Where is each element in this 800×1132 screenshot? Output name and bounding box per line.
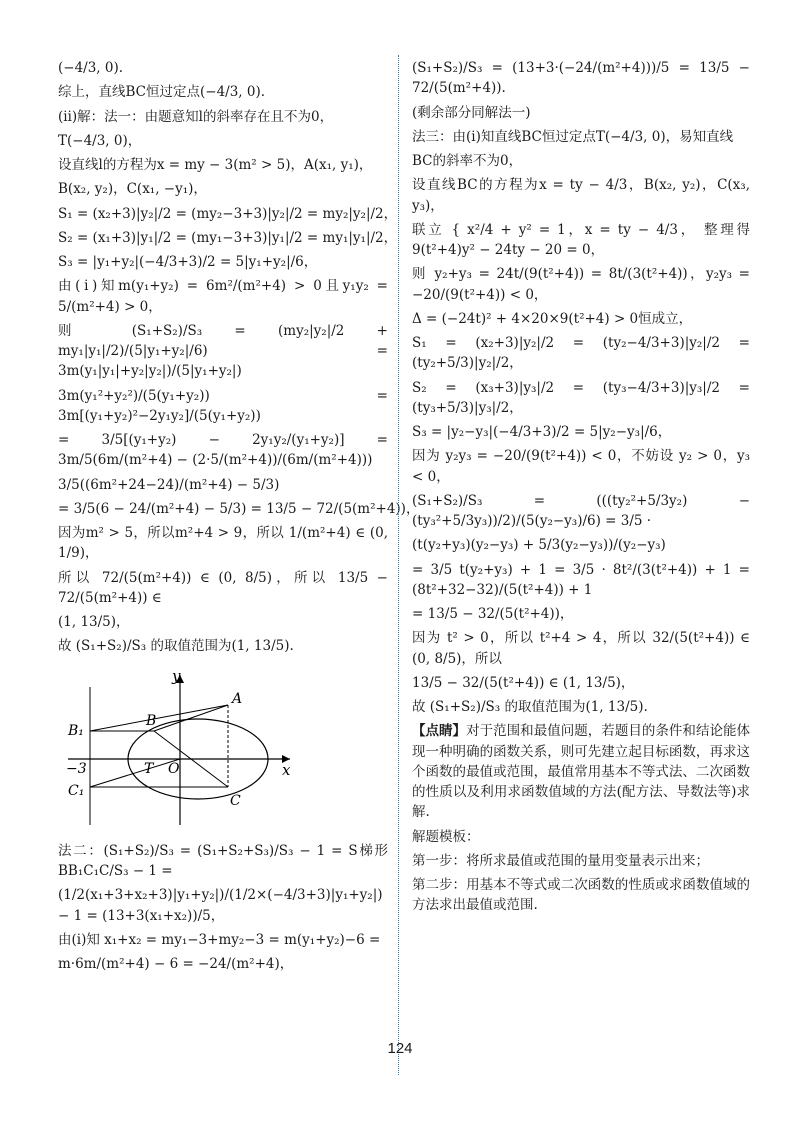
- text-line: 所以 72/(5(m²+4)) ∈ (0, 8/5)，所以 13/5 − 72/(5(m²+4)) ∈: [58, 569, 388, 606]
- formula-line: Δ = (−24t)² + 4×20×9(t²+4) > 0恒成立，: [412, 310, 693, 327]
- label-c: C: [230, 792, 241, 809]
- formula-line: 则 (S₁+S₂)/S₃ = (my₂|y₂|/2 + my₁|y₁|/2)/(5|y₁+y₂|/6) = 3m(y₁|y₁|+y₂|y₂|)/(5|y₁+y₂|): [58, 322, 388, 380]
- text-line: 由(ⅰ)知m(y₁+y₂) = 6m²/(m²+4) > 0且y₁y₂ = 5/(m²+4) > 0，: [58, 278, 388, 315]
- left-column: [58, 58, 420, 978]
- right-column: [412, 58, 750, 920]
- template-step-1: 第一步：将所求最值或范围的量用变量表示出来；: [412, 852, 709, 869]
- text-line: 法三：由(ⅰ)知直线BC恒过定点T(−4/3, 0)，易知直线: [412, 128, 734, 145]
- formula-line: S₂ = (x₁+3)|y₁|/2 = (my₁−3+3)|y₁|/2 = my₁|y₁|/2，: [58, 229, 398, 246]
- formula-line: 则 y₂+y₃ = 24t/(9(t²+4)) = 8t/(3(t²+4))，y₂y₃ = −20/(9(t²+4)) < 0，: [412, 266, 750, 303]
- label-o: O: [168, 760, 180, 777]
- text-line: 设直线l的方程为x = my − 3(m² > 5)，A(x₁, y₁)，: [58, 157, 373, 173]
- text-line: 设直线BC的方程为x = ty − 4/3，B(x₂, y₂)，C(x₃, y₃)，: [412, 177, 750, 214]
- column-divider: [398, 55, 399, 1075]
- text-line: BC的斜率不为0，: [412, 153, 523, 169]
- text-line: 故 (S₁+S₂)/S₃ 的取值范围为(1, 13/5).: [412, 699, 648, 715]
- formula-line: 联立 { x²/4 + y² = 1，x = ty − 4/3， 整理得 9(t²+4)y² − 24ty − 20 = 0，: [412, 221, 750, 258]
- ellipse-diagram: [58, 667, 298, 827]
- text-line: (剩余部分同解法一): [412, 104, 531, 121]
- formula-line: (t(y₂+y₃)(y₂−y₃) + 5/3(y₂−y₃))/(y₂−y₃): [412, 537, 666, 554]
- formula-line: = 13/5 − 32/(5(t²+4))，: [412, 606, 574, 622]
- text-line: T(−4/3, 0)，: [58, 132, 142, 149]
- page-number: 124: [387, 1040, 413, 1057]
- formula-line: = 3/5[(y₁+y₂) − 2y₁y₂/(y₁+y₂)] = 3m/5(6m/(m²+4) − (2·5/(m²+4))/(6m/(m²+4))): [58, 432, 388, 469]
- line-c1t: [90, 759, 180, 787]
- text-line: B(x₂, y₂)，C(x₁, −y₁)，: [58, 181, 207, 198]
- line-ba: [154, 705, 228, 731]
- text-line: 因为m² > 5，所以m²+4 > 9，所以 1/(m²+4) ∈ (0, 1/9)，: [58, 525, 388, 562]
- formula-line: 由(ⅰ)知 x₁+x₂ = my₁−3+my₂−3 = m(y₁+y₂)−6 =: [58, 931, 381, 948]
- formula-line: 13/5 − 32/(5(t²+4)) ∈ (1, 13/5)，: [412, 674, 635, 691]
- template-title: 解题模板：: [412, 828, 480, 845]
- formula-line: S₁ = (x₂+3)|y₂|/2 = (my₂−3+3)|y₂|/2 = my₂|y₂|/2，: [58, 205, 398, 222]
- text-line: 因为 y₂y₃ = −20/(9(t²+4)) < 0，不妨设 y₂ > 0，y₃ < 0，: [412, 448, 750, 485]
- template-step-2: 第二步：用基本不等式或二次函数的性质或求函数值域的方法求出最值或范围.: [412, 877, 750, 914]
- text-line: (1, 13/5)，: [58, 614, 130, 630]
- dianjing-paragraph: [412, 721, 750, 822]
- formula-line: S₁ = (x₂+3)|y₂|/2 = (ty₂−4/3+3)|y₂|/2 = (ty₂+5/3)|y₂|/2，: [412, 335, 750, 372]
- label-b1: B₁: [68, 722, 84, 739]
- label-neg3: −3: [66, 760, 87, 777]
- formula-line: (1/2(x₁+3+x₂+3)|y₁+y₂|)/(1/2×(−4/3+3)|y₁+y₂|) − 1 = (13+3(x₁+x₂))/5，: [58, 887, 383, 924]
- dianjing-text: 对于范围和最值问题，若题目的条件和结论能体现一种明确的函数关系，则可先建立起目标函数，再求这个函数的最值或范围，最值常用基本不等式法、二次函数的性质以及利用求函数值域的方法(配方法、导数法等)求解.: [412, 723, 751, 821]
- formula-line: 3m(y₁²+y₂²)/(5(y₁+y₂)) = 3m[(y₁+y₂)²−2y₁y₂]/(5(y₁+y₂)): [58, 387, 388, 424]
- text-line: 故 (S₁+S₂)/S₃ 的取值范围为(1, 13/5).: [58, 638, 294, 655]
- text-line: (ⅱ)解：法一：由题意知l的斜率存在且不为0，: [58, 108, 334, 125]
- label-b: B: [146, 712, 157, 729]
- ellipse-figure: [58, 667, 388, 833]
- label-y: y: [172, 666, 181, 685]
- formula-line: (S₁+S₂)/S₃ = (13+3·(−24/(m²+4)))/5 = 13/5 − 72/(5(m²+4)).: [412, 60, 750, 97]
- text-line: 因为 t² > 0，所以 t²+4 > 4，所以 32/(5(t²+4)) ∈ (0, 8/5)，所以: [412, 630, 750, 667]
- text-line: (−4/3, 0).: [58, 60, 124, 76]
- formula-line: 3/5((6m²+24−24)/(m²+4) − 5/3): [58, 476, 280, 493]
- label-c1: C₁: [68, 782, 85, 799]
- formula-line: 法二：(S₁+S₂)/S₃ = (S₁+S₂+S₃)/S₃ − 1 = S梯形BB₁C₁C/S₃ − 1 =: [58, 842, 388, 879]
- label-x: x: [282, 760, 291, 779]
- formula-line: = 3/5 t(y₂+y₃) + 1 = 3/5 · 8t²/(3(t²+4)) + 1 = (8t²+32−32)/(5(t²+4)) + 1: [412, 561, 750, 598]
- line-b1a: [90, 705, 228, 731]
- label-t: T: [144, 760, 154, 777]
- text-line: 综上，直线BC恒过定点(−4/3, 0).: [58, 84, 266, 101]
- label-a: A: [232, 690, 243, 707]
- dianjing-label: 【点睛】: [412, 723, 467, 740]
- formula-line: = 3/5(6 − 24/(m²+4) − 5/3) = 13/5 − 72/(5(m²+4))，: [58, 500, 420, 517]
- formula-line: (S₁+S₂)/S₃ = (((ty₂²+5/3y₂) − (ty₃²+5/3y₃))/2)/(5(y₂−y₃)/6) = 3/5 ·: [412, 492, 750, 529]
- formula-line: S₃ = |y₂−y₃|(−4/3+3)/2 = 5|y₂−y₃|/6，: [412, 424, 672, 440]
- formula-line: S₃ = |y₁+y₂|(−4/3+3)/2 = 5|y₁+y₂|/6，: [58, 254, 318, 270]
- formula-line: m·6m/(m²+4) − 6 = −24/(m²+4)，: [58, 956, 294, 972]
- formula-line: S₂ = (x₃+3)|y₃|/2 = (ty₃−4/3+3)|y₃|/2 = (ty₃+5/3)|y₃|/2，: [412, 379, 750, 416]
